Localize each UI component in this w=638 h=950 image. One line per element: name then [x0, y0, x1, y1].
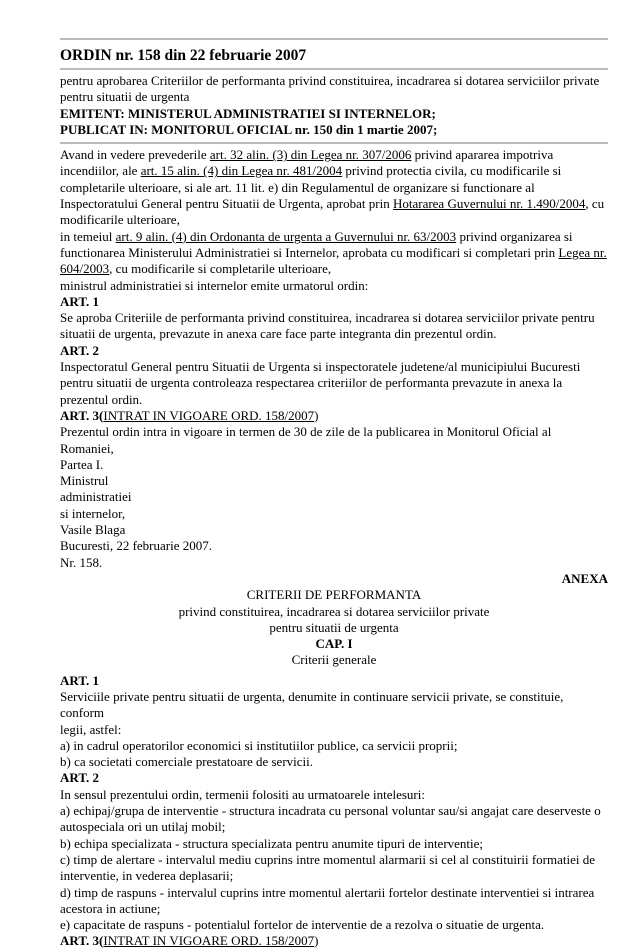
article-2 — [60, 343, 608, 408]
article-heading: ART. 2 — [60, 770, 100, 786]
annex-subtitle: pentru situatii de urgenta — [269, 619, 399, 635]
signature-line: si internelor, — [60, 505, 126, 521]
preamble-line — [60, 163, 608, 179]
preamble-line — [60, 229, 608, 245]
law-link[interactable]: art. 32 alin. (3) din Legea nr. 307/2006 — [209, 147, 412, 163]
title-rule — [60, 68, 608, 70]
order-title: ORDIN nr. 158 din 22 februarie 2007 — [60, 47, 307, 64]
article-line: d) timp de raspuns - intervalul cuprins intre momentul alertarii fortelor destinate interventiei si intrarea — [60, 884, 595, 900]
preamble-line — [60, 261, 608, 277]
article-line: interventie, in vederea deplasarii; — [60, 868, 234, 884]
preamble-line — [60, 147, 608, 163]
article-line: situatii de urgenta, prevazute in anexa care face parte integranta din prezentul ordin. — [60, 326, 497, 342]
annex-label: ANEXA — [561, 570, 608, 586]
article-1 — [60, 294, 608, 343]
preamble-line: ministrul administratiei si internelor emite urmatorul ordin: — [60, 277, 369, 293]
article-line: b) ca societati comerciale prestatoare de servicii. — [60, 754, 314, 770]
chapter-heading: CAP. I — [315, 636, 353, 652]
lege-link[interactable]: Legea nr. — [558, 244, 607, 260]
annex-article-3 — [60, 933, 608, 949]
article-heading — [60, 408, 608, 424]
preamble-line: completarile ulterioare, si ale art. 11 lit. e) din Regulamentul de organizare si functionare al — [60, 179, 535, 195]
article-line: prezentul ordin. — [60, 391, 143, 407]
paren: ) — [314, 407, 319, 423]
emitent-line — [60, 106, 608, 122]
signature-block — [60, 473, 608, 571]
article-line: Se aproba Criteriile de performanta privind constituirea, incadrarea si dotarea serviciilor private pentru — [60, 310, 595, 326]
signature-line: Vasile Blaga — [60, 522, 126, 538]
in-force-link[interactable]: INTRAT IN VIGOARE ORD. 158/2007 — [103, 933, 315, 949]
hg-link[interactable]: Hotararea Guvernului nr. 1.490/2004 — [392, 196, 586, 212]
article-heading: ART. 1 — [60, 293, 100, 309]
article-heading: ART. 2 — [60, 342, 100, 358]
paren: ( — [99, 933, 104, 949]
text: , cu modificarile si completarile ulterioare, — [109, 261, 332, 277]
text: functionarea Ministerului Administratiei si Internelor, aprobata cu modificari si completari prin — [60, 244, 559, 260]
article-line: Serviciile private pentru situatii de urgenta, denumite in continuare servicii private, se constituie, conform — [60, 688, 564, 721]
emitent-text: EMITENT: MINISTERUL ADMINISTRATIEI SI INTERNELOR; — [60, 105, 436, 121]
preamble-line — [60, 196, 608, 212]
lege-link[interactable]: 604/2003 — [60, 261, 110, 277]
article-line: In sensul prezentului ordin, termenii folositi au urmatoarele intelesuri: — [60, 786, 425, 802]
text: , cu — [585, 196, 605, 212]
article-line: pentru situatii de urgenta controleaza respectarea criteriilor de performanta prevazute in anexa la — [60, 375, 563, 391]
article-line: a) in cadrul operatorilor economici si institutiilor publice, ca servicii proprii; — [60, 737, 458, 753]
annex-subtitle: privind constituirea, incadrarea si dotarea serviciilor private — [178, 603, 490, 619]
article-line: a) echipaj/grupa de interventie - structura incadrata cu personal voluntar sau/si angajat care deserveste o — [60, 803, 601, 819]
article-line: b) echipa specializata - structura specializata pentru anumite tipuri de interventie; — [60, 835, 484, 851]
paren: ( — [99, 407, 104, 423]
text: in temeiul — [60, 228, 116, 244]
article-line: autospeciala ori un utilaj mobil; — [60, 819, 226, 835]
publicat-line: PUBLICAT IN: MONITORUL OFICIAL nr. 150 din 1 martie 2007; — [60, 121, 438, 137]
subtitle-line: pentru situatii de urgenta — [60, 89, 190, 105]
law-link[interactable]: art. 15 alin. (4) din Legea nr. 481/2004 — [140, 163, 343, 179]
text: Avand in vedere prevederile — [60, 147, 210, 163]
annex-article-1 — [60, 673, 608, 771]
text: Inspectoratului General pentru Situatii de Urgenta, aprobat prin — [60, 196, 393, 212]
article-3 — [60, 408, 608, 473]
document-page — [60, 38, 608, 950]
signature-line: Nr. 158. — [60, 554, 103, 570]
order-subtitle — [60, 73, 608, 106]
article-heading-text: ART. 3 — [60, 407, 100, 423]
article-heading-text: ART. 3 — [60, 933, 100, 949]
annex-title: CRITERII DE PERFORMANTA — [246, 587, 422, 603]
text: incendiilor, ale — [60, 163, 141, 179]
preamble-line: modificarile ulterioare, — [60, 212, 180, 228]
top-rule — [60, 38, 608, 40]
annex-article-2 — [60, 770, 608, 933]
article-line: c) timp de alertare - intervalul mediu cuprins intre momentul alarmarii si cel al constituirii formatiei de — [60, 851, 595, 867]
paren: ) — [314, 933, 319, 949]
subtitle-line: pentru aprobarea Criteriilor de performanta privind constituirea, incadrarea si dotarea serviciilor private — [60, 73, 600, 88]
chapter-title: Criterii generale — [291, 652, 377, 668]
in-force-link[interactable]: INTRAT IN VIGOARE ORD. 158/2007 — [103, 407, 315, 423]
article-line: Inspectoratul General pentru Situatii de Urgenta si inspectoratele judetene/al municipiului Bucuresti — [60, 359, 581, 375]
annex — [60, 571, 608, 950]
preamble — [60, 147, 608, 294]
article-heading — [60, 933, 608, 949]
article-line: Partea I. — [60, 456, 104, 472]
article-heading: ART. 1 — [60, 672, 100, 688]
preamble-line — [60, 245, 608, 261]
header-rule — [60, 142, 608, 144]
text: privind organizarea si — [456, 228, 573, 244]
article-line: acestora in actiune; — [60, 900, 161, 916]
signature-line: Bucuresti, 22 februarie 2007. — [60, 538, 212, 554]
text: privind apararea impotriva — [411, 147, 554, 163]
oug-link[interactable]: art. 9 alin. (4) din Ordonanta de urgenta a Guvernului nr. 63/2003 — [115, 228, 457, 244]
text: privind protectia civila, cu modificarile si — [342, 163, 562, 179]
signature-line: administratiei — [60, 489, 132, 505]
article-line: Prezentul ordin intra in vigoare in termen de 30 de zile de la publicarea in Monitorul Oficial al Romaniei, — [60, 424, 552, 456]
signature-line: Ministrul — [60, 473, 109, 489]
article-line: legii, astfel: — [60, 721, 122, 737]
article-line: e) capacitate de raspuns - potentialul fortelor de interventie de a rezolva o situatie de urgenta. — [60, 917, 545, 933]
